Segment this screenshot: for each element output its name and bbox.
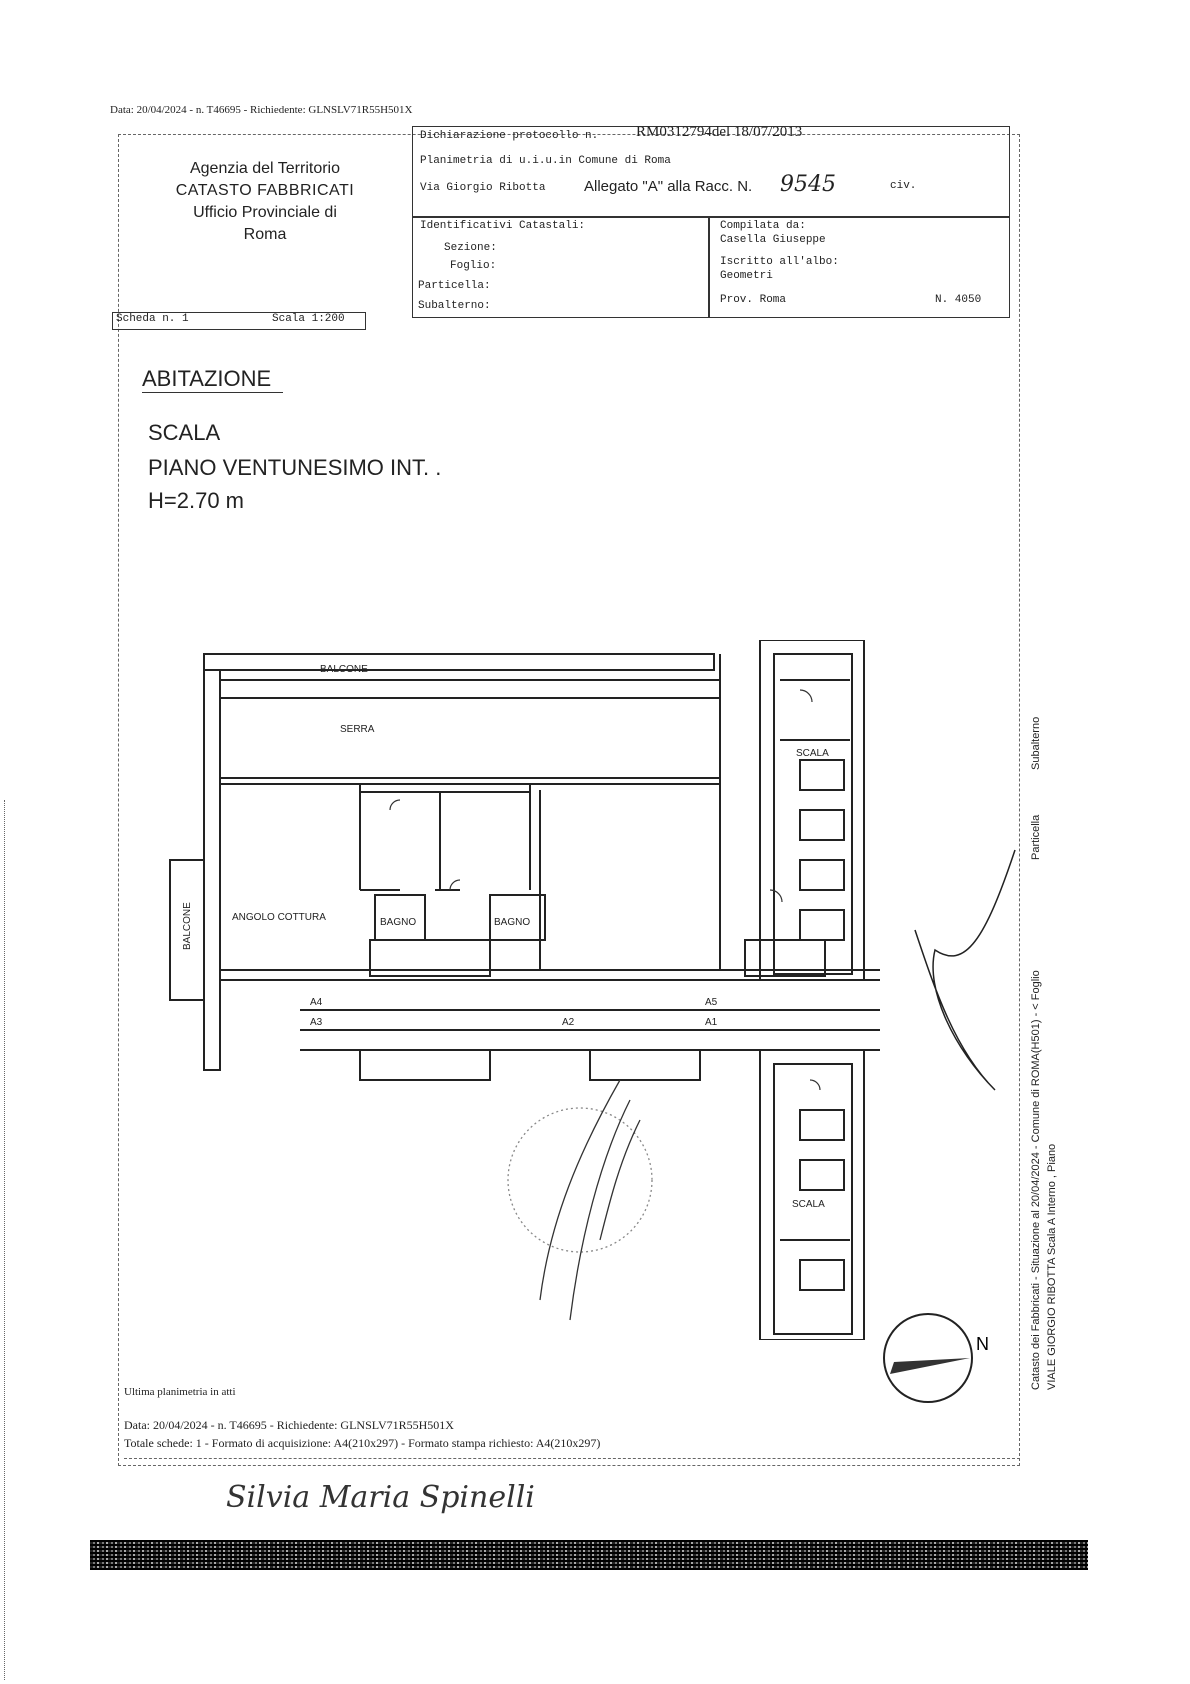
- foglio-label: Foglio:: [450, 260, 497, 272]
- label-scala-lower: SCALA: [792, 1199, 825, 1210]
- signature-scribble-right: [895, 790, 1045, 1110]
- floor-plan: [160, 640, 880, 1340]
- sezione-label: Sezione:: [444, 242, 497, 254]
- label-a2: A2: [562, 1017, 575, 1028]
- label-scala-upper: SCALA: [796, 748, 829, 759]
- prov-label: Prov. Roma: [720, 294, 787, 306]
- city-line: Roma: [243, 226, 287, 243]
- agency-name: Agenzia del Territorio: [189, 160, 340, 177]
- protocol-value: RM0312794del 18/07/2013: [636, 124, 803, 140]
- label-bagno-1: BAGNO: [380, 917, 417, 928]
- identifiers-title: Identificativi Catastali:: [420, 220, 586, 232]
- side-text-line2: VIALE GIORGIO RIBOTTA Scala A Interno , Piano: [1046, 1143, 1058, 1390]
- label-angolo-cottura: ANGOLO COTTURA: [232, 912, 326, 923]
- compiler-name: Casella Giuseppe: [720, 234, 826, 246]
- abitazione-title: ABITAZIONE: [142, 366, 283, 393]
- catasto-title: CATASTO FABBRICATI: [175, 182, 355, 199]
- particella-label: Particella:: [418, 280, 491, 292]
- scan-noise-band: [90, 1540, 1088, 1570]
- compilata-label: Compilata da:: [720, 220, 806, 232]
- compiler-number: N. 4050: [935, 294, 982, 306]
- top-date-line: Data: 20/04/2024 - n. T46695 - Richiedente: GLNSLV71R55H501X: [110, 104, 413, 116]
- side-particella: Particella: [1030, 814, 1042, 860]
- allegato-line: Allegato "A" alla Racc. N.: [584, 178, 753, 195]
- side-text-line1: Catasto dei Fabbricati - Situazione al 20/04/2024 - Comune di ROMA(H501) - < Foglio: [1030, 970, 1042, 1390]
- label-a1: A1: [705, 1017, 718, 1028]
- planimetry-line: Planimetria di u.i.u.in Comune di Roma: [420, 155, 671, 167]
- label-serra: SERRA: [340, 724, 375, 735]
- racc-number: 9545: [780, 172, 836, 197]
- address-line: Via Giorgio Ribotta: [420, 182, 546, 194]
- label-balcone-top: BALCONE: [320, 664, 368, 675]
- label-balcone-left: BALCONE: [182, 902, 193, 950]
- height-title: H=2.70 m: [148, 488, 244, 513]
- label-bagno-2: BAGNO: [494, 917, 531, 928]
- side-subalterno: Subalterno: [1030, 716, 1042, 770]
- footer-totale: Totale schede: 1 - Formato di acquisizione: A4(210x297) - Formato stampa richiesto: A4(210x297): [124, 1436, 601, 1450]
- ultima-planimetria: Ultima planimetria in atti: [124, 1386, 236, 1398]
- piano-title: PIANO VENTUNESIMO INT. .: [148, 455, 442, 480]
- ufficio-line: Ufficio Provinciale di: [193, 204, 337, 221]
- civ-label: civ.: [890, 180, 917, 192]
- label-a3: A3: [310, 1017, 323, 1028]
- scheda-label: Scheda n. 1: [116, 313, 189, 325]
- north-compass-icon: [880, 1310, 1000, 1410]
- footer-divider: [124, 1458, 1020, 1459]
- handwritten-signature: Silvia Maria Spinelli: [226, 1480, 535, 1515]
- subalterno-label: Subalterno:: [418, 300, 491, 312]
- label-a4: A4: [310, 997, 323, 1008]
- label-a5: A5: [705, 997, 718, 1008]
- stamp-scribble: [508, 1080, 652, 1320]
- scala-ratio: Scala 1:200: [272, 313, 345, 325]
- left-scan-edge: [4, 800, 7, 1680]
- north-label: N: [976, 1334, 989, 1354]
- agency-block: [125, 160, 405, 244]
- footer-date: Data: 20/04/2024 - n. T46695 - Richiedente: GLNSLV71R55H501X: [124, 1418, 454, 1432]
- iscritto-label: Iscritto all'albo:: [720, 256, 839, 268]
- profession-label: Geometri: [720, 270, 773, 282]
- protocol-label: Dichiarazione protocollo n.: [420, 130, 599, 142]
- scala-title: SCALA: [148, 420, 221, 445]
